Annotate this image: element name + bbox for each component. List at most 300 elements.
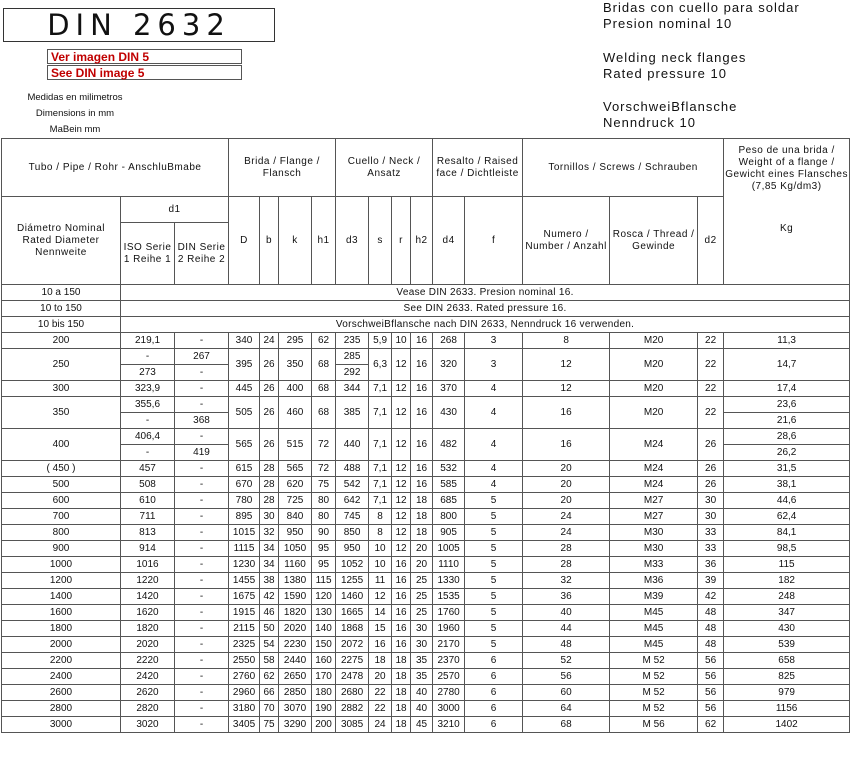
cell-b: 75 — [260, 717, 279, 733]
cell-b: 62 — [260, 669, 279, 685]
cell-d2: 56 — [698, 685, 724, 701]
cell-dn: 1600 — [2, 605, 121, 621]
cell-d2: 48 — [698, 621, 724, 637]
cell-d2: 56 — [698, 669, 724, 685]
cell-h1: 190 — [312, 701, 336, 717]
header-peso-label: Peso de una brida / Weight of a flange / Gewicht eines Flansches (7,85 Kg/dm3) — [725, 145, 848, 192]
cell-h1: 90 — [312, 525, 336, 541]
cell-thread: M20 — [610, 381, 698, 397]
cell-din: - — [175, 717, 229, 733]
cell-d2: 30 — [698, 509, 724, 525]
cell-s: 11 — [369, 573, 392, 589]
cell-s: 10 — [369, 557, 392, 573]
cell-kg: 430 — [724, 621, 850, 637]
cell-d3: 2680 — [336, 685, 369, 701]
cell-d2: 42 — [698, 589, 724, 605]
cell-d3: 850 — [336, 525, 369, 541]
cell-b: 34 — [260, 557, 279, 573]
cell-h1: 68 — [312, 381, 336, 397]
cell-h1: 140 — [312, 621, 336, 637]
cell-iso: 1016 — [121, 557, 175, 573]
cell-kg: 21,6 — [724, 413, 850, 429]
table-row — [2, 429, 850, 445]
table-row — [2, 717, 850, 733]
cell-dn: 250 — [2, 349, 121, 381]
note-row — [2, 285, 850, 301]
table-row — [2, 477, 850, 493]
cell-r: 12 — [392, 397, 411, 429]
cell-d2: 22 — [698, 397, 724, 429]
cell-b: 32 — [260, 525, 279, 541]
cell-d2: 26 — [698, 429, 724, 461]
cell-r: 12 — [392, 349, 411, 381]
cell-thread: M20 — [610, 397, 698, 429]
cell-dn: 600 — [2, 493, 121, 509]
note-text: See DIN 2633. Rated pressure 16. — [121, 301, 850, 317]
cell-din: - — [175, 637, 229, 653]
cell-s: 14 — [369, 605, 392, 621]
cell-kg: 658 — [724, 653, 850, 669]
cell-k: 3070 — [279, 701, 312, 717]
cell-d: 1675 — [229, 589, 260, 605]
cell-s: 12 — [369, 589, 392, 605]
cell-f: 6 — [465, 685, 523, 701]
cell-b: 26 — [260, 349, 279, 381]
cell-din: - — [175, 381, 229, 397]
cell-dn: 900 — [2, 541, 121, 557]
cell-thread: M30 — [610, 541, 698, 557]
cell-d4: 430 — [433, 397, 465, 429]
cell-h2: 18 — [411, 525, 433, 541]
cell-iso: 2020 — [121, 637, 175, 653]
cell-n: 64 — [523, 701, 610, 717]
subtitle-de-1: VorschweiBflansche — [603, 99, 738, 114]
note-text: VorschweiBflansche nach DIN 2633, Nenndruck 16 verwenden. — [121, 317, 850, 333]
cell-d: 2325 — [229, 637, 260, 653]
cell-k: 515 — [279, 429, 312, 461]
cell-d: 1455 — [229, 573, 260, 589]
cell-d: 445 — [229, 381, 260, 397]
cell-din: - — [175, 509, 229, 525]
cell-h2: 16 — [411, 477, 433, 493]
cell-f: 4 — [465, 397, 523, 429]
cell-d: 2115 — [229, 621, 260, 637]
cell-kg: 23,6 — [724, 397, 850, 413]
cell-n: 56 — [523, 669, 610, 685]
cell-kg: 825 — [724, 669, 850, 685]
cell-din: - — [175, 429, 229, 445]
cell-k: 2020 — [279, 621, 312, 637]
cell-r: 12 — [392, 541, 411, 557]
see-image-link-es[interactable]: Ver imagen DIN 5 — [47, 49, 242, 64]
cell-d4: 3210 — [433, 717, 465, 733]
cell-d2: 56 — [698, 701, 724, 717]
cell-r: 12 — [392, 493, 411, 509]
cell-kg: 539 — [724, 637, 850, 653]
cell-k: 1590 — [279, 589, 312, 605]
cell-h1: 72 — [312, 429, 336, 461]
header-tubo: Tubo / Pipe / Rohr - AnschluBmabe — [2, 139, 229, 197]
cell-n: 24 — [523, 509, 610, 525]
cell-k: 1160 — [279, 557, 312, 573]
cell-h2: 16 — [411, 349, 433, 381]
cell-h1: 95 — [312, 557, 336, 573]
table-row — [2, 349, 850, 365]
cell-k: 2230 — [279, 637, 312, 653]
cell-h1: 130 — [312, 605, 336, 621]
header-d2: d2 — [698, 197, 724, 285]
cell-thread: M 52 — [610, 701, 698, 717]
cell-f: 6 — [465, 701, 523, 717]
cell-b: 26 — [260, 397, 279, 429]
cell-din: 419 — [175, 445, 229, 461]
cell-h2: 35 — [411, 669, 433, 685]
cell-dn: 500 — [2, 477, 121, 493]
header-d4: d4 — [433, 197, 465, 285]
cell-r: 12 — [392, 477, 411, 493]
cell-iso: 1820 — [121, 621, 175, 637]
cell-d2: 33 — [698, 541, 724, 557]
cell-iso: - — [121, 349, 175, 365]
cell-kg: 38,1 — [724, 477, 850, 493]
note-dn: 10 a 150 — [2, 285, 121, 301]
cell-din: - — [175, 365, 229, 381]
cell-d3: 440 — [336, 429, 369, 461]
header-iso: ISO Serie 1 Reihe 1 — [121, 223, 175, 285]
cell-r: 16 — [392, 605, 411, 621]
cell-k: 950 — [279, 525, 312, 541]
header-resalto: Resalto / Raised face / Dichtleiste — [433, 139, 523, 197]
cell-din: - — [175, 525, 229, 541]
cell-iso: 406,4 — [121, 429, 175, 445]
cell-iso: 914 — [121, 541, 175, 557]
cell-d2: 22 — [698, 349, 724, 381]
cell-iso: 1420 — [121, 589, 175, 605]
cell-r: 18 — [392, 701, 411, 717]
header-D: D — [229, 197, 260, 285]
header-cuello: Cuello / Neck / Ansatz — [336, 139, 433, 197]
cell-kg: 26,2 — [724, 445, 850, 461]
cell-f: 5 — [465, 525, 523, 541]
cell-kg: 1156 — [724, 701, 850, 717]
cell-k: 1820 — [279, 605, 312, 621]
cell-h1: 68 — [312, 349, 336, 381]
cell-thread: M 52 — [610, 685, 698, 701]
cell-f: 5 — [465, 493, 523, 509]
cell-r: 12 — [392, 525, 411, 541]
cell-s: 22 — [369, 701, 392, 717]
cell-iso: 2420 — [121, 669, 175, 685]
cell-s: 7,1 — [369, 493, 392, 509]
table-body — [2, 285, 850, 733]
cell-d: 1915 — [229, 605, 260, 621]
cell-k: 620 — [279, 477, 312, 493]
cell-r: 16 — [392, 573, 411, 589]
cell-n: 48 — [523, 637, 610, 653]
cell-iso: 3020 — [121, 717, 175, 733]
cell-h1: 72 — [312, 461, 336, 477]
cell-d: 895 — [229, 509, 260, 525]
cell-thread: M24 — [610, 429, 698, 461]
cell-s: 5,9 — [369, 333, 392, 349]
cell-thread: M45 — [610, 605, 698, 621]
cell-r: 18 — [392, 669, 411, 685]
cell-h1: 68 — [312, 397, 336, 429]
cell-iso: 2620 — [121, 685, 175, 701]
cell-n: 52 — [523, 653, 610, 669]
cell-b: 58 — [260, 653, 279, 669]
see-image-link-en[interactable]: See DIN image 5 — [47, 65, 242, 80]
header-h1: h1 — [312, 197, 336, 285]
cell-kg: 17,4 — [724, 381, 850, 397]
table-row — [2, 381, 850, 397]
cell-h2: 16 — [411, 381, 433, 397]
cell-n: 40 — [523, 605, 610, 621]
cell-d4: 268 — [433, 333, 465, 349]
cell-thread: M 52 — [610, 669, 698, 685]
cell-k: 2850 — [279, 685, 312, 701]
table-row — [2, 333, 850, 349]
cell-n: 24 — [523, 525, 610, 541]
cell-f: 6 — [465, 717, 523, 733]
cell-h2: 20 — [411, 541, 433, 557]
table-row — [2, 541, 850, 557]
cell-d: 670 — [229, 477, 260, 493]
cell-s: 20 — [369, 669, 392, 685]
cell-h2: 35 — [411, 653, 433, 669]
cell-din: - — [175, 493, 229, 509]
cell-kg: 979 — [724, 685, 850, 701]
cell-d4: 320 — [433, 349, 465, 381]
cell-kg: 62,4 — [724, 509, 850, 525]
table-row — [2, 461, 850, 477]
cell-dn: 2200 — [2, 653, 121, 669]
cell-din: - — [175, 557, 229, 573]
document-title: DIN 2632 — [3, 8, 275, 42]
cell-n: 16 — [523, 397, 610, 429]
table-row — [2, 509, 850, 525]
cell-d4: 1535 — [433, 589, 465, 605]
table-row — [2, 525, 850, 541]
cell-iso: 355,6 — [121, 397, 175, 413]
cell-f: 5 — [465, 637, 523, 653]
note-dn: 10 bis 150 — [2, 317, 121, 333]
cell-kg: 44,6 — [724, 493, 850, 509]
cell-d4: 3000 — [433, 701, 465, 717]
cell-b: 28 — [260, 461, 279, 477]
cell-d2: 22 — [698, 333, 724, 349]
cell-h2: 25 — [411, 589, 433, 605]
header-rosca: Rosca / Thread / Gewinde — [610, 197, 698, 285]
cell-r: 10 — [392, 333, 411, 349]
subtitle-es-1: Bridas con cuello para soldar — [603, 0, 800, 15]
cell-d: 3180 — [229, 701, 260, 717]
header-diametro: Diámetro Nominal Rated Diameter Nennweite — [2, 197, 121, 285]
cell-d4: 800 — [433, 509, 465, 525]
table-row — [2, 653, 850, 669]
cell-k: 1050 — [279, 541, 312, 557]
cell-b: 66 — [260, 685, 279, 701]
cell-h1: 200 — [312, 717, 336, 733]
cell-d3: 2275 — [336, 653, 369, 669]
cell-f: 4 — [465, 381, 523, 397]
cell-k: 2440 — [279, 653, 312, 669]
cell-dn: 1200 — [2, 573, 121, 589]
cell-d3: 2072 — [336, 637, 369, 653]
cell-d3: 385 — [336, 397, 369, 429]
cell-dn: 400 — [2, 429, 121, 461]
cell-din: - — [175, 669, 229, 685]
cell-d2: 48 — [698, 605, 724, 621]
cell-h1: 95 — [312, 541, 336, 557]
cell-k: 840 — [279, 509, 312, 525]
cell-d4: 1005 — [433, 541, 465, 557]
header-r: r — [392, 197, 411, 285]
cell-f: 3 — [465, 333, 523, 349]
cell-thread: M45 — [610, 621, 698, 637]
cell-h2: 40 — [411, 701, 433, 717]
cell-h2: 25 — [411, 573, 433, 589]
cell-n: 20 — [523, 493, 610, 509]
cell-kg: 182 — [724, 573, 850, 589]
cell-k: 400 — [279, 381, 312, 397]
cell-d4: 2170 — [433, 637, 465, 653]
cell-dn: ( 450 ) — [2, 461, 121, 477]
cell-d2: 39 — [698, 573, 724, 589]
cell-f: 5 — [465, 589, 523, 605]
cell-n: 44 — [523, 621, 610, 637]
cell-din: - — [175, 605, 229, 621]
cell-thread: M27 — [610, 509, 698, 525]
cell-d3: 1052 — [336, 557, 369, 573]
cell-iso: - — [121, 445, 175, 461]
cell-k: 350 — [279, 349, 312, 381]
cell-d3: 488 — [336, 461, 369, 477]
cell-din: - — [175, 653, 229, 669]
cell-d2: 56 — [698, 653, 724, 669]
cell-s: 8 — [369, 525, 392, 541]
cell-s: 16 — [369, 637, 392, 653]
cell-iso: 2820 — [121, 701, 175, 717]
cell-h1: 160 — [312, 653, 336, 669]
header-d3: d3 — [336, 197, 369, 285]
cell-d4: 905 — [433, 525, 465, 541]
cell-h1: 120 — [312, 589, 336, 605]
cell-h2: 16 — [411, 461, 433, 477]
cell-k: 2650 — [279, 669, 312, 685]
cell-din: 368 — [175, 413, 229, 429]
cell-s: 7,1 — [369, 429, 392, 461]
cell-h2: 25 — [411, 605, 433, 621]
cell-s: 24 — [369, 717, 392, 733]
table-row — [2, 605, 850, 621]
cell-s: 7,1 — [369, 461, 392, 477]
cell-f: 4 — [465, 477, 523, 493]
cell-d4: 2780 — [433, 685, 465, 701]
cell-d: 395 — [229, 349, 260, 381]
cell-k: 3290 — [279, 717, 312, 733]
subtitle-en-1: Welding neck flanges — [603, 50, 747, 65]
table-row — [2, 701, 850, 717]
cell-n: 8 — [523, 333, 610, 349]
cell-h1: 80 — [312, 493, 336, 509]
cell-din: - — [175, 477, 229, 493]
cell-dn: 800 — [2, 525, 121, 541]
cell-h2: 30 — [411, 621, 433, 637]
cell-n: 28 — [523, 557, 610, 573]
cell-d4: 685 — [433, 493, 465, 509]
subtitle-de-2: Nenndruck 10 — [603, 115, 696, 130]
cell-thread: M24 — [610, 477, 698, 493]
header-numero: Numero / Number / Anzahl — [523, 197, 610, 285]
cell-d: 1115 — [229, 541, 260, 557]
cell-h1: 62 — [312, 333, 336, 349]
cell-iso: 2220 — [121, 653, 175, 669]
cell-n: 32 — [523, 573, 610, 589]
cell-h2: 16 — [411, 333, 433, 349]
cell-dn: 3000 — [2, 717, 121, 733]
cell-s: 8 — [369, 509, 392, 525]
cell-d4: 370 — [433, 381, 465, 397]
cell-d3: 235 — [336, 333, 369, 349]
cell-f: 3 — [465, 349, 523, 381]
cell-din: 267 — [175, 349, 229, 365]
cell-iso: 813 — [121, 525, 175, 541]
cell-dn: 300 — [2, 381, 121, 397]
header-brida: Brida / Flange / Flansch — [229, 139, 336, 197]
cell-b: 24 — [260, 333, 279, 349]
header-s: s — [369, 197, 392, 285]
cell-s: 7,1 — [369, 397, 392, 429]
cell-b: 30 — [260, 509, 279, 525]
cell-h1: 115 — [312, 573, 336, 589]
cell-b: 46 — [260, 605, 279, 621]
cell-thread: M20 — [610, 349, 698, 381]
cell-r: 12 — [392, 381, 411, 397]
cell-s: 7,1 — [369, 477, 392, 493]
cell-b: 26 — [260, 381, 279, 397]
cell-d2: 30 — [698, 493, 724, 509]
cell-d: 2760 — [229, 669, 260, 685]
cell-iso: 508 — [121, 477, 175, 493]
cell-kg: 1402 — [724, 717, 850, 733]
cell-d: 565 — [229, 429, 260, 461]
cell-dn: 2800 — [2, 701, 121, 717]
cell-b: 28 — [260, 493, 279, 509]
cell-din: - — [175, 701, 229, 717]
cell-d3: 3085 — [336, 717, 369, 733]
cell-r: 16 — [392, 557, 411, 573]
cell-s: 7,1 — [369, 381, 392, 397]
cell-b: 54 — [260, 637, 279, 653]
cell-d2: 26 — [698, 477, 724, 493]
cell-f: 5 — [465, 621, 523, 637]
cell-iso: 711 — [121, 509, 175, 525]
header-din: DIN Serie 2 Reihe 2 — [175, 223, 229, 285]
cell-h1: 75 — [312, 477, 336, 493]
cell-d2: 36 — [698, 557, 724, 573]
cell-r: 18 — [392, 653, 411, 669]
cell-thread: M24 — [610, 461, 698, 477]
cell-kg: 28,6 — [724, 429, 850, 445]
cell-d: 340 — [229, 333, 260, 349]
cell-iso: 219,1 — [121, 333, 175, 349]
cell-f: 6 — [465, 653, 523, 669]
cell-d3: 1460 — [336, 589, 369, 605]
cell-d3: 344 — [336, 381, 369, 397]
cell-s: 15 — [369, 621, 392, 637]
units-label-es: Medidas en milimetros — [27, 92, 123, 103]
